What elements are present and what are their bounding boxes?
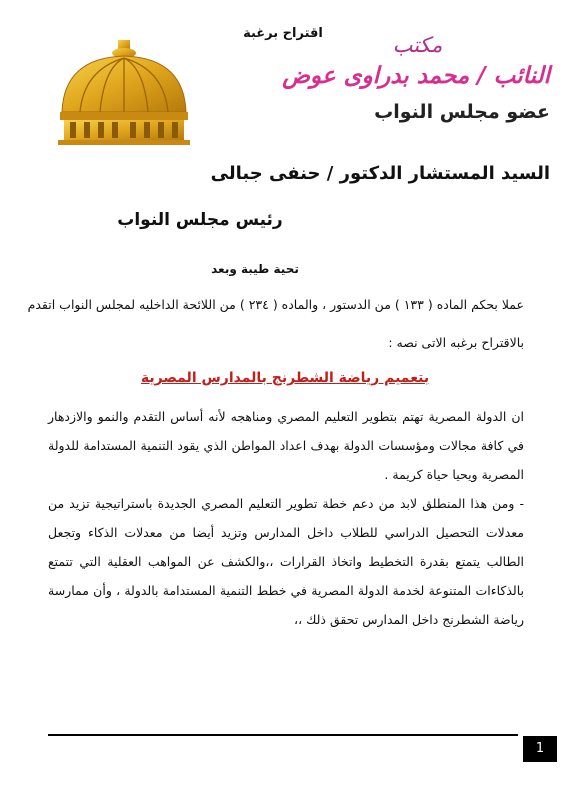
body-line: الطالب يتمتع بقدرة التخطيط واتخاذ القرارات ،،والكشف عن المواهب العقلية التي تتمتع [48, 554, 524, 569]
intro-line: بالاقتراح برغبه الاتى نصه : [388, 335, 524, 350]
greeting: تحية طيبة وبعد [211, 262, 299, 276]
office-label: مكتب [392, 33, 443, 57]
recipient-line: السيد المستشار الدكتور / حنفى جبالى [210, 163, 550, 184]
body-line: - ومن هذا المنطلق لابد من دعم خطة تطوير التعليم المصري الجديدة باستراتيجية تزيد من [48, 496, 524, 511]
body-line: في كافة مجالات ومؤسسات الدولة بهدف اعداد المواطن الذي يقود التنمية المستدامة للدولة [48, 438, 524, 453]
body-line: ان الدولة المصرية تهتم بتطوير التعليم المصري ومناهجه لأنه أساس التقدم والنمو والازدهار [48, 409, 524, 424]
proposal-subject: بتعميم رياضة الشطرنج بالمدارس المصرية [140, 370, 430, 386]
body-line: رياضة الشطرنج داخل المدارس تحقق ذلك ،، [294, 612, 524, 627]
page-number: 1 [523, 736, 557, 762]
recipient-title: رئيس مجلس النواب [117, 210, 283, 230]
mp-name: النائب / محمد بدراوى عوض [282, 63, 550, 89]
intro-line: عملا بحكم الماده ( ١٣٣ ) من الدستور ، والماده ( ٢٣٤ ) من اللائحة الداخليه لمجلس النواب اتقدم [27, 297, 524, 312]
body-line: معدلات التحصيل الدراسي للطلاب داخل المدارس وتزيد أيضا من معدلات الذكاء وتجعل [48, 525, 524, 540]
proposal-type-label: اقتراح برغبة [243, 26, 323, 41]
body-line: بالذكاءات المتنوعة لخدمة الدولة المصرية في خطط التنمية المستدامة بالدولة ، وأن ممارسة [48, 583, 524, 598]
footer-rule [48, 734, 518, 736]
body-line: المصرية ويحيا حياة كريمة . [384, 467, 524, 482]
mp-role: عضو مجلس النواب [374, 101, 550, 123]
parliament-dome-icon [54, 38, 194, 146]
